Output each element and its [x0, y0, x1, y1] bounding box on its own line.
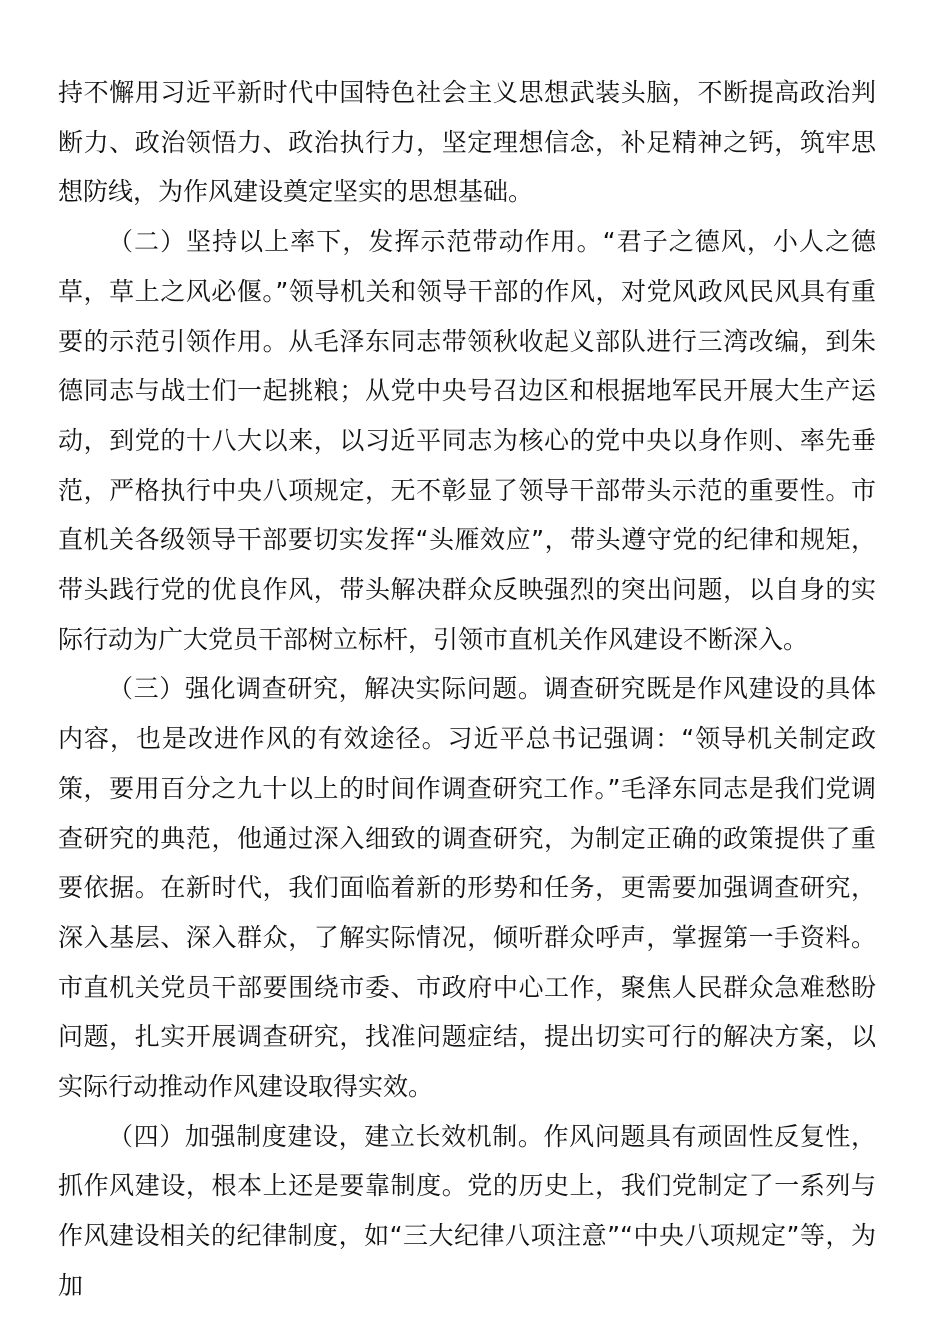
document-body	[58, 68, 876, 1311]
paragraph-1: 持不懈用习近平新时代中国特色社会主义思想武装头脑，不断提高政治判断力、政治领悟力、政治执行力，坚定理想信念，补足精神之钙，筑牢思想防线，为作风建设奠定坚实的思想基础。	[58, 78, 876, 207]
paragraph-4: （四）加强制度建设，建立长效机制。作风问题具有顽固性反复性，抓作风建设，根本上还是要靠制度。党的历史上，我们党制定了一系列与作风建设相关的纪律制度，如“三大纪律八项注意”“中央八项规定”等，为加	[58, 1121, 876, 1300]
paragraph-2: （二）坚持以上率下，发挥示范带动作用。“君子之德风，小人之德草，草上之风必偃。”领导机关和领导干部的作风，对党风政风民风具有重要的示范引领作用。从毛泽东同志带领秋收起义部队进行三湾改编，到朱德同志与战士们一起挑粮；从党中央号召边区和根据地军民开展大生产运动，到党的十八大以来，以习近平同志为核心的党中央以身作则、率先垂范，严格执行中央八项规定，无不彰显了领导干部带头示范的重要性。市直机关各级领导干部要切实发挥“头雁效应”，带头遵守党的纪律和规矩，带头践行党的优良作风，带头解决群众反映强烈的突出问题，以自身的实际行动为广大党员干部树立标杆，引领市直机关作风建设不断深入。	[58, 227, 876, 654]
paragraph-3: （三）强化调查研究，解决实际问题。调查研究既是作风建设的具体内容，也是改进作风的有效途径。习近平总书记强调：“领导机关制定政策，要用百分之九十以上的时间作调查研究工作。”毛泽东同志是我们党调查研究的典范，他通过深入细致的调查研究，为制定正确的政策提供了重要依据。在新时代，我们面临着新的形势和任务，更需要加强调查研究，深入基层、深入群众，了解实际情况，倾听群众呼声，掌握第一手资料。市直机关党员干部要围绕市委、市政府中心工作，聚焦人民群众急难愁盼问题，扎实开展调查研究，找准问题症结，提出切实可行的解决方案，以实际行动推动作风建设取得实效。	[58, 674, 876, 1102]
